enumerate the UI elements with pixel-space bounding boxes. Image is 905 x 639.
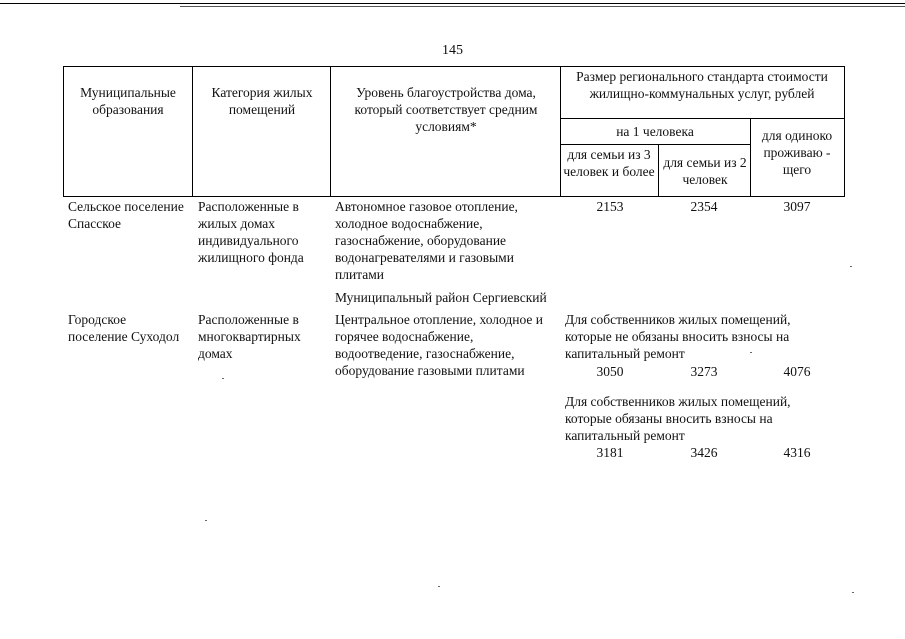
scan-speck: [205, 520, 207, 521]
col-divider-2: [330, 66, 331, 197]
header-single-resident: для одиноко проживаю - щего: [761, 128, 833, 177]
row1-value-family2: 2354: [690, 199, 718, 214]
scan-speck: [850, 266, 852, 267]
col-divider-3: [560, 66, 561, 197]
row2-b-family3: 3181: [596, 445, 624, 460]
district-heading: Муниципальный район Сергиевский: [335, 290, 547, 305]
header-category: Категория жилых помещений: [211, 85, 313, 117]
row2-level: Центральное отопление, холодное и горячее водоснабжение, водоотведение, газоснабжение, оборудование газовыми плитами: [335, 312, 543, 378]
header-family-2: для семьи из 2 человек: [663, 155, 747, 187]
row2-a-family2: 3273: [690, 364, 718, 379]
top-border-line: [0, 3, 905, 4]
scan-speck: [222, 378, 224, 379]
row1-level: Автономное газовое отопление, холодное водоснабжение, газоснабжение, оборудование водонагревателями и газовыми плитами: [335, 199, 518, 282]
row2-b-single: 4316: [783, 445, 811, 460]
row2-a-single: 4076: [783, 364, 811, 379]
row1-value-family3: 2153: [596, 199, 624, 214]
row2-note-capital-repair: Для собственников жилых помещений, которые обязаны вносить взносы на капитальный ремонт: [565, 394, 791, 443]
col-divider-1: [192, 66, 193, 197]
header-bottom-border: [63, 196, 845, 197]
row1-municipality: Сельское поселение Спасское: [68, 199, 184, 231]
header-municipality: Муниципальные образования: [80, 85, 176, 117]
row2-a-family3: 3050: [596, 364, 624, 379]
row2-note-no-capital-repair: Для собственников жилых помещений, которые не обязаны вносить взносы на капитальный ремонт: [565, 312, 791, 361]
row1-category: Расположенные в жилых домах индивидуального жилищного фонда: [198, 199, 304, 265]
table-right-border: [844, 66, 845, 197]
header-standard-size: Размер регионального стандарта стоимости жилищно-коммунальных услуг, рублей: [576, 69, 828, 101]
header-per-person: на 1 человека: [616, 124, 694, 139]
row2-b-family2: 3426: [690, 445, 718, 460]
scan-speck: [852, 592, 854, 593]
table-top-border: [63, 66, 845, 67]
group-header-divider: [560, 118, 845, 119]
row2-municipality: Городское поселение Суходол: [68, 312, 180, 344]
header-level: Уровень благоустройства дома, который соответствует средним условиям*: [354, 85, 538, 134]
col-divider-4: [658, 144, 659, 197]
row1-value-single: 3097: [783, 199, 811, 214]
scan-speck: [750, 352, 752, 353]
top-border-line-2: [180, 6, 905, 7]
per-person-divider: [560, 144, 750, 145]
row2-category: Расположенные в многоквартирных домах: [198, 312, 301, 361]
page-number: 145: [442, 43, 463, 58]
table-left-border: [63, 66, 64, 197]
header-family-3: для семьи из 3 человек и более: [563, 147, 655, 179]
col-divider-5: [750, 118, 751, 197]
scan-speck: [438, 586, 440, 587]
